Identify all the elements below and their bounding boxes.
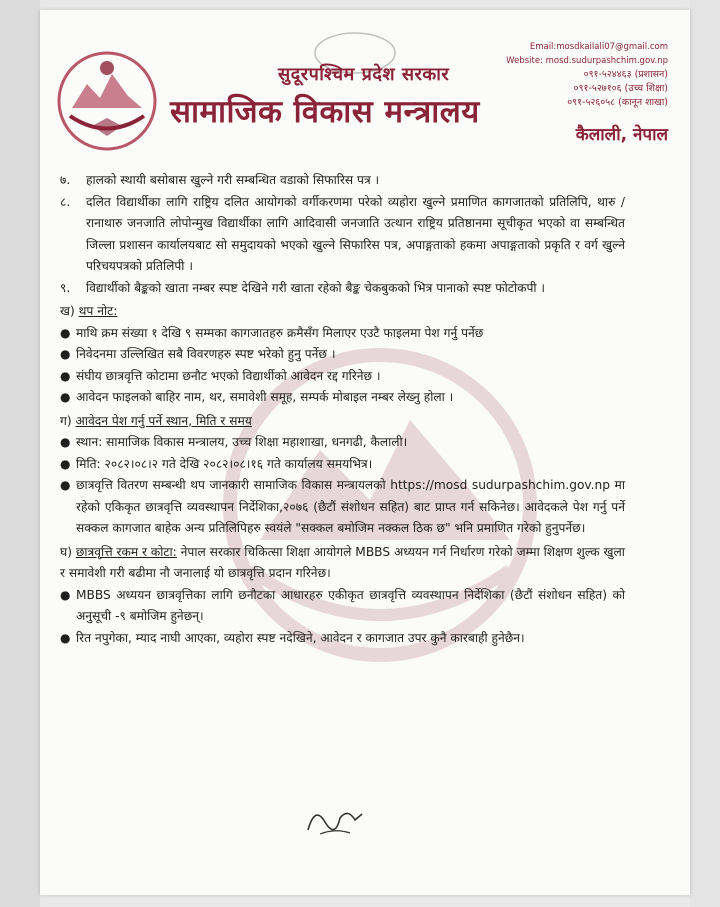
ministry-title: सामाजिक विकास मन्त्रालय <box>170 94 480 130</box>
list-item <box>60 344 625 366</box>
location-text: कैलाली, नेपाल <box>575 125 668 145</box>
phone-admin: ०९१-५२४४६३ (प्रशासन) <box>583 69 668 80</box>
section-prefix: ख) <box>60 304 75 318</box>
item-number: ७. <box>60 173 71 187</box>
bullet-icon: ● <box>60 587 71 602</box>
list-item <box>60 628 625 650</box>
list-item <box>60 387 625 409</box>
document-body <box>60 170 625 649</box>
phone-law-section: ०९१-५२६०५८ (कानून शाखा) <box>567 97 668 108</box>
bullet-icon: ● <box>60 478 71 492</box>
bullet-text: रित नपुगेका, म्याद नाघी आएका, व्यहोरा स्पष्ट नदेखिने, आवेदन र कागजात उपर कुनै कारबाही हुनेछैन। <box>76 630 525 645</box>
section-title: छात्रवृत्ति रकम र कोटा: <box>75 544 177 559</box>
left-background <box>0 0 40 907</box>
section-prefix: घ) <box>60 544 72 559</box>
bullet-icon: ● <box>60 456 71 471</box>
item-text: विद्यार्थीको बैङ्कको खाता नम्बर स्पष्ट देखिने गरी खाता रहेको बैङ्क चेकबुकको भित्र पानाको स्पष्ट फोटोकपी । <box>86 280 546 295</box>
list-item <box>60 192 625 278</box>
bullet-icon: ● <box>60 368 71 383</box>
quota-heading <box>60 542 625 585</box>
item-text: हालको स्थायी बसोबास खुल्ने गरी सम्बन्धित वडाको सिफारिस पत्र । <box>86 173 380 187</box>
list-item <box>60 278 625 300</box>
bullet-text: मिति: २०८२।०८।२ गते देखि २०८२।०८।१६ गते कार्यालय समयभित्र। <box>76 456 373 471</box>
list-item <box>60 323 625 345</box>
list-item <box>60 585 625 628</box>
phone-higher-education: ०९१-५२७१०६ (उच्च शिक्षा) <box>573 83 668 94</box>
province-government-title: सुदूरपश्चिम प्रदेश सरकार <box>278 64 450 85</box>
bullet-text: छात्रवृत्ति वितरण सम्बन्धी थप जानकारी सामाजिक विकास मन्त्रायलको https://mosd sudurpashchim.gov.np मा रहेको एकिकृत छात्रवृत्ति व्यवस्थापन निर्देशिका,२०७६ (छैटौं संशोधन सहित) बाट प्राप्त गर्न सकिनेछ। आवेदकले पेश गर्नु पर्ने सक्कल कागजात बाहेक अन्य प्रतिलिपिहरु स्वयंले "सक्कल बमोजिम नक्कल ठिक छ" भनि प्रमाणित गरेको हुनुपर्नेछ। <box>76 478 625 535</box>
submission-heading <box>60 411 625 433</box>
bullet-text: निवेदनमा उल्लिखित सबै विवरणहरु स्पष्ट भरेको हुनु पर्नेछ । <box>76 347 336 361</box>
right-background <box>690 0 720 907</box>
bullet-icon: ● <box>60 630 71 645</box>
bullet-text: MBBS अध्ययन छात्रवृत्तिका लागि छनौटका आधारहरु एकीकृत छात्रवृत्ति व्यवस्थापन निर्देशिका (छैटौं संशोधन सहित) को अनुसूची -९ बमोजिम हुनेछन्। <box>76 587 625 623</box>
notes-heading <box>60 301 625 323</box>
nepal-emblem-icon <box>52 46 162 156</box>
item-text: दलित विद्यार्थीका लागि राष्ट्रिय दलित आयोगको वर्गीकरणमा परेको व्यहोरा खुल्ने प्रमाणित कागजातको प्रतिलिपि, थारु / रानाथारु जनजाति लोपोन्मुख विद्यार्थीका लागि आदिवासी जनजाति उत्थान राष्ट्रिय प्रतिष्ठानमा सूचीकृत भएको वा सम्बन्धित जिल्ला प्रशासन कार्यालयबाट सो समुदायको भएको खुल्ने सिफारिस पत्र, अपाङ्गताको हकमा अपाङ्गताको प्रकृति र वर्ग खुल्ने परिचयपत्रको प्रतिलिपी । <box>86 194 625 273</box>
bullet-text: स्थान: सामाजिक विकास मन्त्रालय, उच्च शिक्षा महाशाखा, धनगढी, कैलाली। <box>76 435 408 449</box>
bullet-text: संघीय छात्रवृत्ति कोटामा छनौट भएको विद्यार्थीको आवेदन रद्द गरिनेछ । <box>76 368 381 383</box>
list-item <box>60 475 625 540</box>
list-item <box>60 366 625 388</box>
bullet-icon: ● <box>60 390 71 404</box>
bullet-icon: ● <box>60 435 71 449</box>
bullet-icon: ● <box>60 325 71 340</box>
section-title: आवेदन पेश गर्नु पर्ने स्थान, मिति र समय <box>75 413 252 428</box>
list-item <box>60 432 625 454</box>
quota-intro-text: नेपाल सरकार चिकित्सा शिक्षा आयोगले MBBS अध्ययन गर्न निर्धारण गरेको जम्मा शिक्षण शुल्क खुला र समावेशी गरी बढीमा नौ जनालाई यो छात्रवृत्ति प्रदान गरिनेछ। <box>60 544 625 580</box>
item-number: ९. <box>60 280 71 295</box>
contact-block <box>506 40 668 110</box>
list-item <box>60 454 625 476</box>
section-title: थप नोट: <box>78 304 118 318</box>
list-item <box>60 170 625 192</box>
item-number: ८. <box>60 194 71 209</box>
bullet-text: आवेदन फाइलको बाहिर नाम, थर, समावेशी समूह, सम्पर्क मोबाइल नम्बर लेख्नु होला । <box>76 390 454 404</box>
signature-icon <box>300 800 370 840</box>
website-text: Website: mosd.sudurpashchim.gov.np <box>506 56 668 66</box>
bullet-icon: ● <box>60 347 71 361</box>
email-text: Email:mosdkailali07@gmail.com <box>529 42 668 52</box>
bullet-text: माथि क्रम संख्या १ देखि ९ सम्मका कागजातहरु क्रमैसँग मिलाएर एउटै फाइलमा पेश गर्नु पर्नेछ <box>76 325 484 340</box>
section-prefix: ग) <box>60 413 72 428</box>
